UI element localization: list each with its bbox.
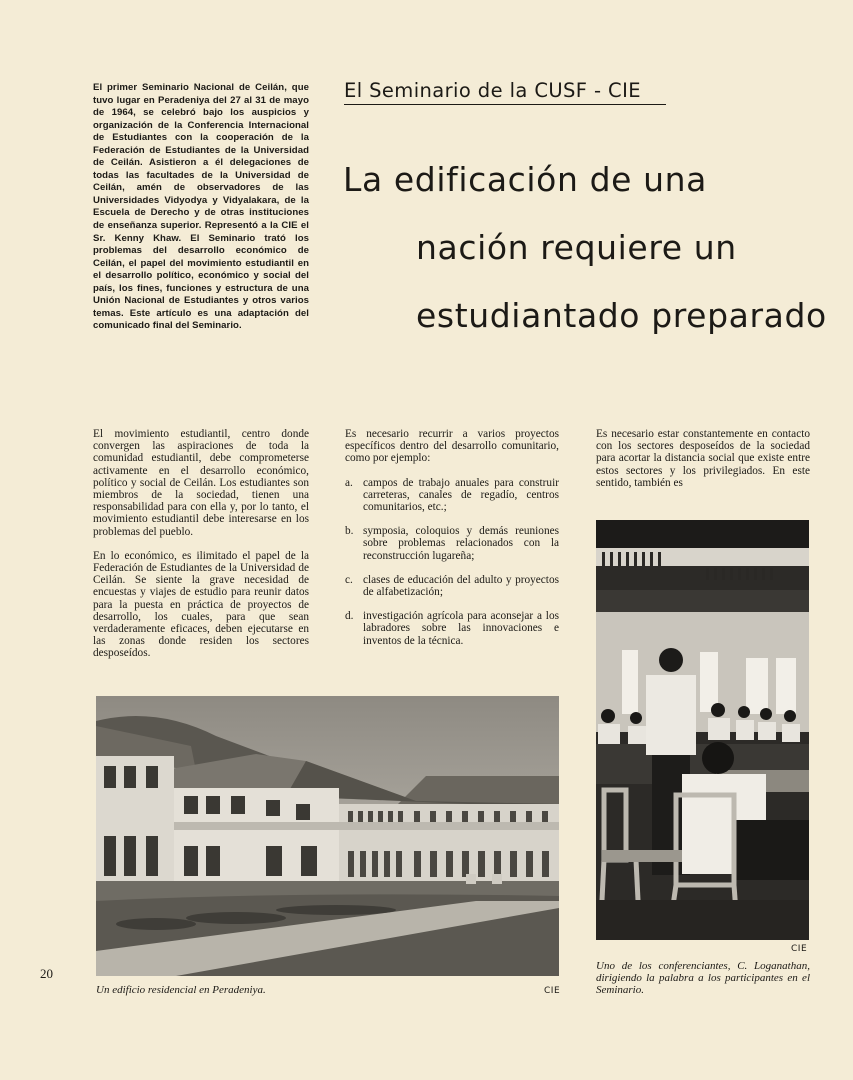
photo-credit: CIE bbox=[791, 944, 808, 954]
lecturer-photo bbox=[596, 520, 809, 940]
list-item-text: symposia, coloquios y demás reuniones sobre problemas relacionados con la reconstrucción lugareña; bbox=[363, 525, 559, 562]
list-item bbox=[345, 610, 559, 647]
body-paragraph: El movimiento estudiantil, centro donde convergen las aspiraciones de toda la comunidad estudiantil, debe comprometerse activamente en el desarrollo económico, político y social de Ceilán. Los estudiantes son miembros de la sociedad, tienen una responsabilidad para con ella y, por lo tanto, el movimiento estudiantil debe interesarse en los problemas del pueblo. bbox=[93, 428, 309, 538]
list-item bbox=[345, 477, 559, 514]
body-column-1 bbox=[93, 428, 309, 672]
page-number: 20 bbox=[40, 966, 53, 981]
body-paragraph: En lo económico, es ilimitado el papel de la Federación de Estudiantes de la Universidad de Ceilán. Se siente la grave necesidad de encuestas y viajes de estudio para reunir datos para la puesta en práctica de proyectos de desarrollo, los cuales, para que sean verdaderamente eficaces, deben ejecutarse en las zonas donde residen los sectores desposeídos. bbox=[93, 549, 309, 660]
list-letter: b. bbox=[345, 525, 354, 538]
body-column-2 bbox=[345, 428, 559, 659]
list-item bbox=[345, 574, 559, 598]
list-item-text: clases de educación del adulto y proyectos de alfabetización; bbox=[363, 573, 559, 599]
photo-caption: Uno de los conferenciantes, C. Loganathan, dirigiendo la palabra a los participantes en el Seminario. bbox=[596, 960, 810, 996]
headline-line-3: estudiantado preparado bbox=[416, 296, 827, 335]
section-kicker: El Seminario de la CUSF - CIE bbox=[344, 79, 666, 105]
list-letter: a. bbox=[345, 476, 353, 489]
intro-summary: El primer Seminario Nacional de Ceilán, que tuvo lugar en Peradeniya del 27 al 31 de mayo de 1964, se celebró bajo los auspicios y organización de la Conferencia Internacional de Estudiantes con la cooperación de la Federación de Estudiantes de la Universidad de Ceilán. Asistieron a él delegaciones de todas las facultades de la Universidad de Ceilán, amén de observadores de las Universidades Vidyodya y Vidyalakara, de la Escuela de Derecho y de otras instituciones de enseñanza superior. Representó a la CIE el Sr. Kenny Khaw. El Seminario trató los problemas del desarrollo económico de Ceilán, el papel del movimiento estudiantil en el desarrollo político, económico y social del país, los fines, funciones y estructura de una Unión Nacional de Estudiantes y otros varios temas. Este artículo es una adaptación del comunicado final del Seminario. bbox=[93, 82, 309, 332]
list-item-text: investigación agrícola para aconsejar a los labradores sobre las innovaciones e inventos de la técnica. bbox=[363, 610, 559, 647]
headline-line-1: La edificación de una bbox=[343, 160, 707, 199]
list-item bbox=[345, 525, 559, 562]
body-paragraph: Es necesario estar constantemente en contacto con los sectores desposeídos de la sociedad para acortar la distancia social que existe entre estos sectores y los privilegiados. En este sentido, también es bbox=[596, 428, 810, 489]
building-photo bbox=[96, 696, 559, 976]
list-letter: d. bbox=[345, 610, 354, 623]
headline-line-2: nación requiere un bbox=[416, 228, 737, 267]
list-letter: c. bbox=[345, 573, 353, 586]
body-column-3 bbox=[596, 428, 810, 501]
photo-credit: CIE bbox=[544, 986, 561, 996]
photo-caption: Un edificio residencial en Peradeniya. bbox=[96, 984, 266, 996]
list-item-text: campos de trabajo anuales para construir carreteras, canales de regadío, centros comunitarios, etc.; bbox=[363, 476, 559, 514]
body-paragraph: Es necesario recurrir a varios proyectos específicos dentro del desarrollo comunitario, como por ejemplo: bbox=[345, 428, 559, 465]
project-list bbox=[345, 477, 559, 647]
